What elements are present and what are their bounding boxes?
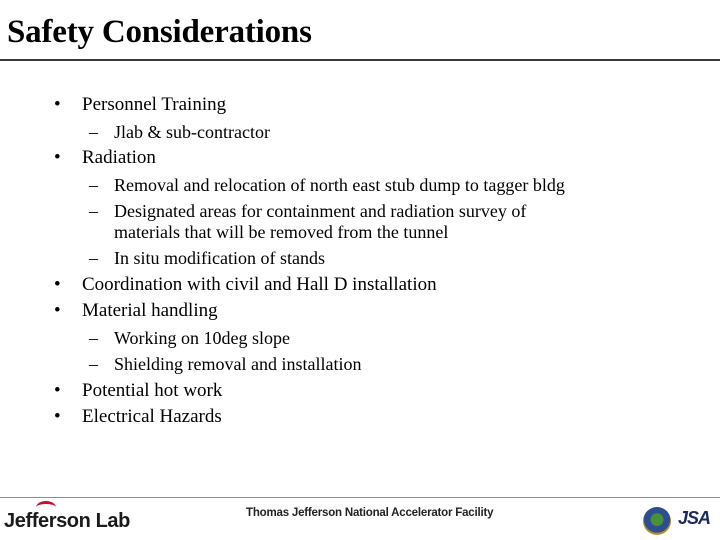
logo-text-mid: e [37,510,49,532]
sub-item [82,245,594,272]
bullet-text: Potential hot work [82,379,223,401]
sub-glyph: – [89,201,98,221]
sub-text: Removal and relocation of north east stub dump to tagger bldg [114,174,565,195]
sub-text: Jlab & sub-contractor [114,121,270,142]
sub-item [82,351,594,378]
bullet-glyph: • [54,147,61,168]
facility-name: Thomas Jefferson National Accelerator Facility [246,507,494,519]
jefferson-lab-logo [4,508,130,534]
sub-text: Shielding removal and installation [114,354,362,374]
swoosh-icon [36,501,56,514]
bullet-glyph: • [54,273,61,295]
sub-item [82,198,594,245]
title-divider [0,59,720,61]
bullet-text: Material handling [82,300,218,321]
bullet-item [0,92,720,145]
sub-item [82,325,594,352]
bullet-list [0,92,720,431]
footer-divider [0,497,720,498]
bullet-text: Electrical Hazards [82,406,222,427]
slide-title: Safety Considerations [7,14,312,50]
sub-item [82,172,594,199]
bullet-text: Radiation [82,147,156,168]
bullet-item [0,404,720,431]
sub-text: Designated areas for containment and radiation survey of materials that will be removed from the tunnel [114,201,527,242]
bullet-text: Coordination with civil and Hall D installation [82,273,437,295]
bullet-text: Personnel Training [82,94,227,115]
bullet-glyph: • [54,379,61,401]
doe-seal-icon [643,507,671,535]
sub-list [82,325,720,378]
jsa-logo: JSA [678,508,711,528]
bullet-item [0,272,720,299]
sub-item [82,119,594,146]
sub-glyph: – [89,354,98,374]
sub-text: Working on 10deg slope [114,327,291,348]
logo-text-start: Jeff [4,510,38,532]
bullet-glyph: • [54,300,61,321]
sub-list [82,172,720,272]
bullet-glyph: • [54,406,61,427]
sub-glyph: – [89,327,98,348]
logo-text-end: rson Lab [48,510,130,532]
sub-list [82,119,720,146]
bullet-glyph: • [54,94,61,115]
bullet-item [0,145,720,272]
sub-glyph: – [89,121,98,142]
sub-text: In situ modification of stands [114,248,325,268]
sub-glyph: – [89,174,98,195]
sub-glyph: – [89,248,98,268]
logo-swoosh-letter [38,508,49,534]
bullet-item [0,378,720,405]
bullet-item [0,298,720,378]
